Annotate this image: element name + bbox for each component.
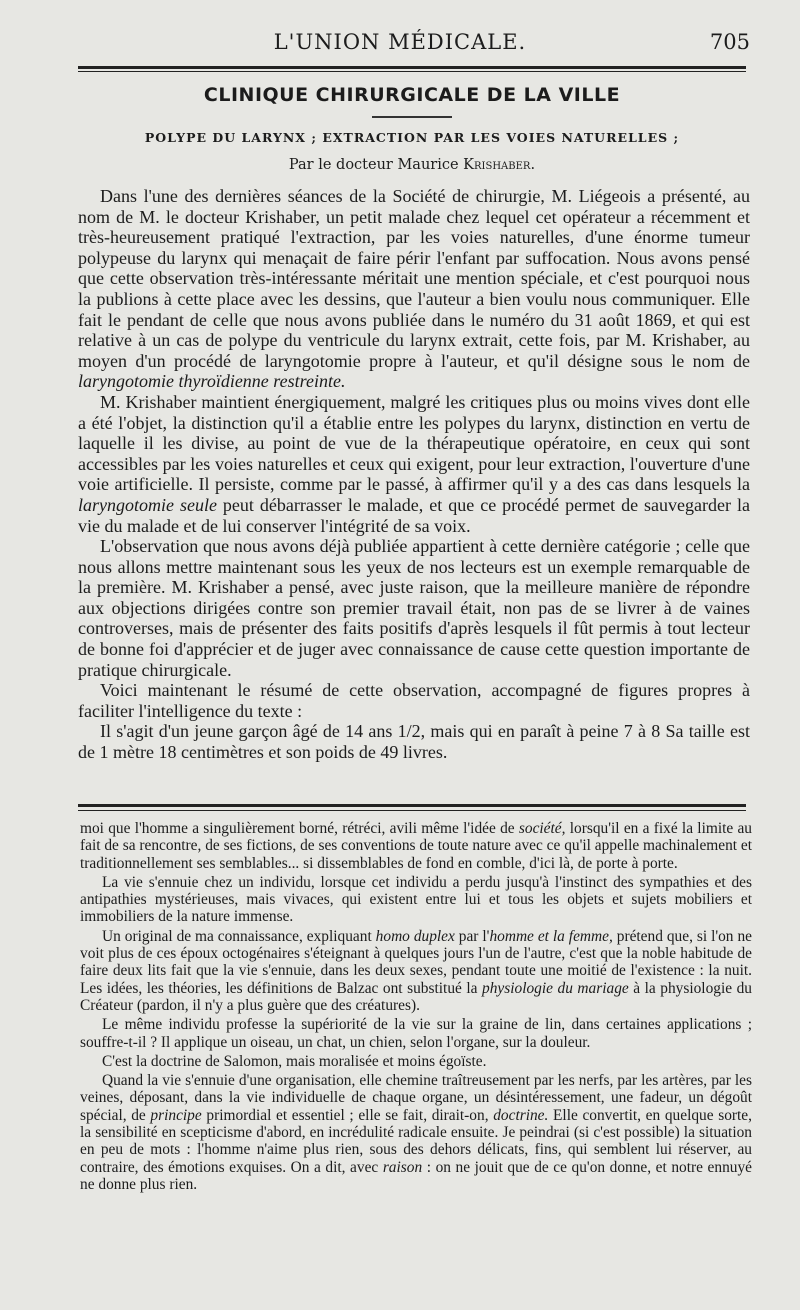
- paragraph: Voici maintenant le résumé de cette observation, accompagné de figures propres à faciliter l'intelligence du texte :: [78, 680, 750, 721]
- byline: [78, 157, 746, 173]
- page-number: 705: [709, 30, 750, 54]
- text-run: Dans l'une des dernières séances de la Société de chirurgie, M. Liégeois a présenté, au nom de M. le docteur Krishaber, un petit malade chez lequel cet opérateur a récemment et très-heureusement pratiqué l'extraction, par les voies naturelles, d'une énorme tumeur polypeuse du larynx qui menaçait de faire périr l'enfant par suffocation. Nous avons pensé que cette observation très-intéressante méritait une mention spéciale, et c'est pourquoi nous la publions à cette place avec les dessins, que l'auteur a bien voulu nous communiquer. Elle fait le pendant de celle que nous avons publiée dans le numéro du 31 août 1869, et qui est relative à un cas de polype du ventricule du larynx extrait, cette fois, par M. Krishaber, au moyen d'un procédé de laryngotomie propre à l'auteur, et qu'il désigne sous le nom de: [78, 186, 750, 371]
- italic-term: raison: [382, 1158, 423, 1176]
- italic-term: doctrine.: [493, 1106, 549, 1124]
- italic-term: physiologie du mariage: [482, 979, 629, 997]
- text-run: primordial et essentiel ; elle se fait, dirait-on,: [201, 1106, 494, 1124]
- text-run: prétend que, si l'on ne voit plus de ces époux octogénaires s'éteignant à quelques jours l'un de l'autre, c'est que la noble habitude de faire deux lits fait que la vie s'ennuie, dans les deux sexes, pendant toute une moitié de l'existence : la nuit. Les idées, les théories, les définitions de Balzac ont substitué la: [80, 927, 752, 997]
- running-head: [0, 28, 800, 58]
- footnote-paragraph: Le même individu professe la supériorité de la vie sur la graine de lin, dans certaines applications ; souffre-t-il ? Il applique un oiseau, un chat, un chien, selon l'organe, sur la douleur.: [80, 1016, 752, 1051]
- footnote-paragraph: La vie s'ennuie chez un individu, lorsque cet individu a perdu jusqu'à l'instinct des sympathies et des antipathies mystérieuses, mais vivaces, qui existent entre lui et tous les objets et sujets mobiliers et immobiliers de la nature immense.: [80, 873, 752, 926]
- text-run: peut débarrasser le malade, et que ce procédé permet de sauvegarder la vie du malade et de lui conserver l'intégrité de sa voix.: [78, 494, 750, 536]
- paragraph: [78, 186, 750, 392]
- paragraph: Il s'agit d'un jeune garçon âgé de 14 ans 1/2, mais qui en paraît à peine 7 à 8 Sa taille est de 1 mètre 18 centimètres et son poids de 49 livres.: [78, 721, 750, 763]
- text-run: à la physiologie du Créateur (pardon, il n'y a plus guère que des créatures).: [80, 979, 753, 1014]
- footnote-block: [80, 820, 752, 1195]
- paragraph: [78, 392, 750, 536]
- italic-term: laryngotomie thyroïdienne restreinte.: [78, 371, 346, 392]
- text-run: Elle convertit, en quelque sorte, la sensibilité en scepticisme d'abord, en incrédulité radicale ensuite. Je peindrai (si c'est possible) la situation en peu de mots : l'homme n'aime plus rien, sous des dehors délicats, fins, qui semblent lui réserver, au contraire, des émotions exquises. On a dit, avec: [80, 1106, 752, 1176]
- italic-term: homo duplex: [375, 927, 455, 945]
- footnote-rule: [78, 804, 746, 807]
- text-run: Quand la vie s'ennuie d'une organisation, elle chemine traîtreusement par les nerfs, par les artères, par les veines, déposant, dans la vie individuelle de chaque organe, un désintéressement, une fadeur, un dégoût spécial, de: [80, 1072, 752, 1124]
- footnote-paragraph: [80, 820, 752, 872]
- header-rule: [78, 66, 746, 69]
- italic-term: principe: [150, 1106, 202, 1124]
- italic-term: homme et la femme,: [489, 927, 613, 945]
- text-run: Un original de ma connaissance, expliquant: [102, 927, 376, 945]
- footnote-paragraph: [80, 928, 752, 1014]
- footnote-rule-thin: [78, 810, 746, 811]
- byline-prefix: Par le docteur Maurice: [288, 157, 464, 173]
- text-run: moi que l'homme a singulièrement borné, rétréci, avili même l'idée de: [80, 820, 519, 837]
- text-run: M. Krishaber maintient énergiquement, malgré les critiques plus ou moins vives dont elle a été l'objet, la distinction qu'il a établie entre les polypes du larynx, distinction en vertu de laquelle il les divise, au point de vue de la thérapeutique opératoire, en ceux qui sont accessibles par les voies naturelles et ceux qui exigent, pour leur extraction, l'ouverture d'une voie artificielle. Il persiste, comme par le passé, à affirmer qu'il y a des cas dans lesquels la: [78, 391, 750, 495]
- paragraph: L'observation que nous avons déjà publiée appartient à cette dernière catégorie ; celle que nous allons mettre maintenant sous les yeux de nos lecteurs est un exemple remarquable de la première. M. Krishaber a pensé, avec juste raison, que la meilleure manière de répondre aux objections dirigées contre son premier travail était, non pas de se livrer à de vaines controverses, mais de présenter des faits positifs d'après lesquels il fût permis à tout lecteur de bonne foi d'apprécier et de juger avec connaissance de cause cette question importante de pratique chirurgicale.: [78, 536, 750, 680]
- footnote-paragraph: C'est la doctrine de Salomon, mais moralisée et moins égoïste.: [102, 1052, 487, 1070]
- author-name: Krishaber.: [463, 157, 536, 173]
- running-title: L'UNION MÉDICALE.: [273, 30, 527, 54]
- footnote-paragraph: [80, 1072, 752, 1193]
- header-rule-thin: [78, 71, 746, 72]
- italic-term: société,: [518, 820, 566, 837]
- section-title: CLINIQUE CHIRURGICALE DE LA VILLE: [203, 84, 621, 106]
- italic-term: laryngotomie seule: [78, 494, 217, 515]
- article-title: POLYPE DU LARYNX ; EXTRACTION PAR LES VOIES NATURELLES ;: [144, 130, 680, 145]
- text-run: lorsqu'il en a fixé la limite au fait de sa rencontre, de ses fictions, de ses conventions de toute nature avec ce qu'il appelle machinalement et traditionnellement ses semblables... si dissemblables de fond en comble, d'ici là, de porte à porte.: [80, 820, 753, 872]
- text-run: par l': [454, 927, 490, 945]
- article-body: [78, 186, 750, 763]
- title-separator: [372, 116, 452, 118]
- text-run: : on ne jouit que de ce qu'on donne, et notre ennuyé ne donne plus rien.: [80, 1158, 752, 1193]
